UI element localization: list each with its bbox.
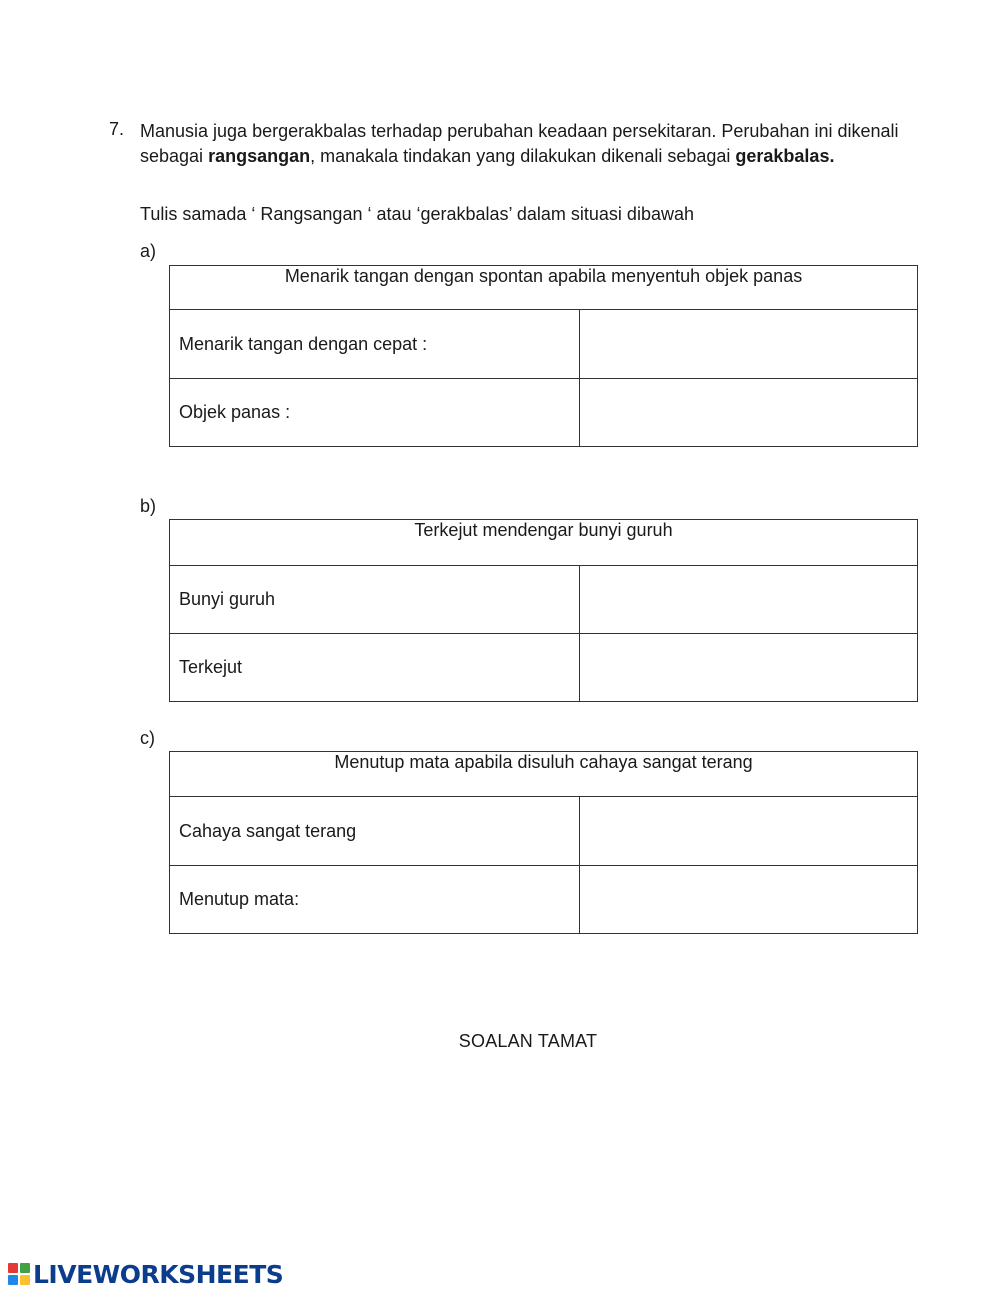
part-c-table: [169, 751, 918, 934]
term-gerakbalas: gerakbalas.: [735, 145, 835, 166]
part-a-label: a): [140, 241, 157, 261]
part-b-row2-label: Terkejut: [170, 634, 580, 702]
part-a-row2-answer[interactable]: [580, 379, 918, 447]
question-text-part1: Manusia juga bergerakbalas terhadap perubahan keadaan persekitaran. Perubahan ini dikenali sebagai: [140, 121, 899, 166]
question-text: [140, 119, 920, 168]
part-a-situation: Menarik tangan dengan spontan apabila menyentuh objek panas: [170, 266, 918, 310]
part-b-table: [169, 519, 918, 702]
part-b-row2-answer[interactable]: [580, 634, 918, 702]
end-of-questions: SOALAN TAMAT: [458, 1031, 598, 1051]
term-rangsangan: rangsangan: [208, 145, 311, 166]
part-c-situation: Menutup mata apabila disuluh cahaya sangat terang: [170, 752, 918, 797]
part-c-row2-label: Menutup mata:: [170, 866, 580, 934]
part-b-row1-answer[interactable]: [580, 566, 918, 634]
instruction: Tulis samada ‘ Rangsangan ‘ atau ‘gerakbalas’ dalam situasi dibawah: [140, 204, 694, 224]
part-c-row2-answer[interactable]: [580, 866, 918, 934]
part-b-row1-label: Bunyi guruh: [170, 566, 580, 634]
part-a-row2-label: Objek panas :: [170, 379, 580, 447]
part-c-label: c): [140, 728, 155, 748]
question-number: 7.: [109, 119, 125, 139]
part-a-table: [169, 265, 918, 447]
liveworksheets-logo: [8, 1259, 283, 1289]
question-text-part2: , manakala tindakan yang dilakukan dikenali sebagai: [310, 145, 736, 166]
logo-squares-icon: [8, 1263, 30, 1285]
part-a-row1-label: Menarik tangan dengan cepat :: [170, 310, 580, 379]
logo-square-blue: [8, 1275, 18, 1285]
logo-square-green: [20, 1263, 30, 1273]
part-b-label: b): [140, 496, 157, 516]
logo-text: LIVEWORKSHEETS: [33, 1259, 284, 1289]
part-a-row1-answer[interactable]: [580, 310, 918, 379]
logo-square-yellow: [20, 1275, 30, 1285]
logo-square-red: [8, 1263, 18, 1273]
part-b-situation: Terkejut mendengar bunyi guruh: [170, 520, 918, 566]
part-c-row1-answer[interactable]: [580, 797, 918, 866]
part-c-row1-label: Cahaya sangat terang: [170, 797, 580, 866]
